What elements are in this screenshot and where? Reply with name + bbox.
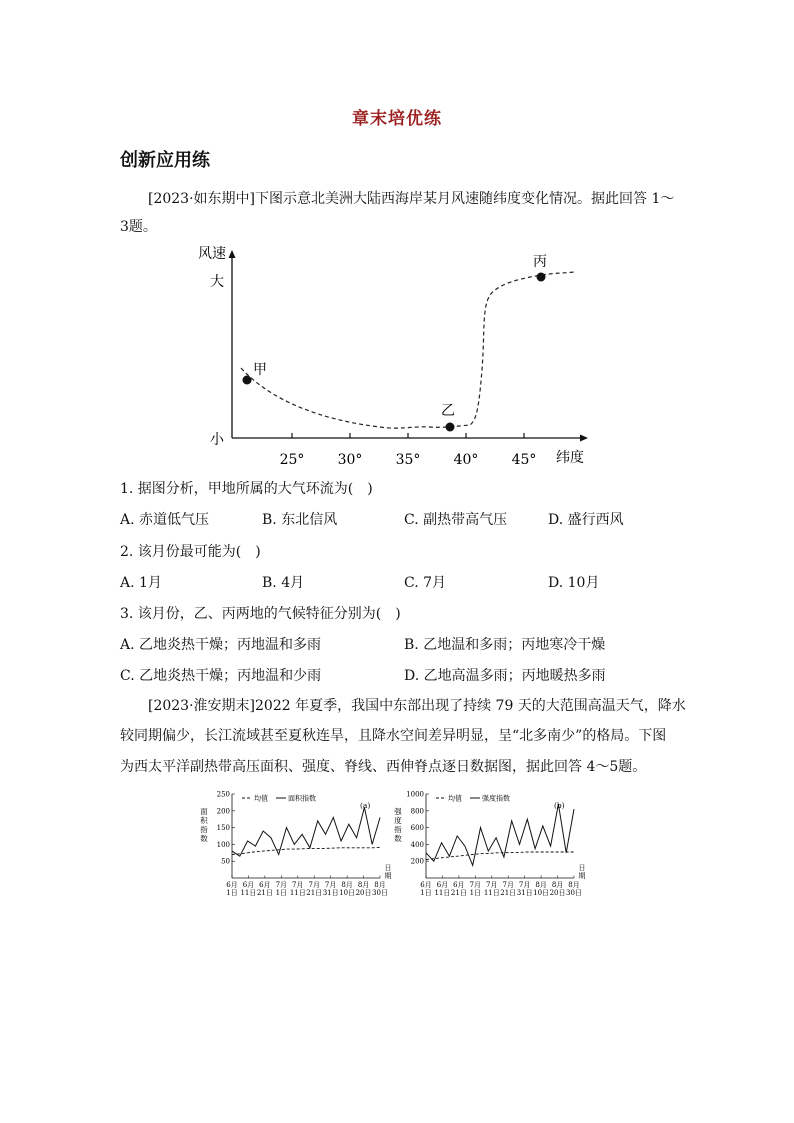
chart-ytick-label: 50 (221, 857, 230, 866)
q3-option-c: C. 乙地炎热干燥；丙地温和少雨 (120, 668, 322, 684)
chart-xtick-day: 10日 (339, 889, 356, 897)
chart-xtick-day: 1日 (420, 889, 432, 897)
chart-tag: (b) (554, 801, 565, 810)
chart-ytick-label: 1000 (406, 790, 424, 799)
point-yi-marker (446, 423, 455, 432)
chart-ytick-label: 200 (410, 857, 424, 866)
chart-xtick-day: 11日 (434, 889, 451, 897)
point-jia-marker (243, 376, 252, 385)
chart-xlabel-char: 日 (384, 864, 392, 872)
fig1-wind-curve (241, 272, 575, 428)
chart-xtick-month: 8月 (535, 881, 547, 889)
chart-xtick-month: 8月 (568, 881, 580, 889)
q3-option-b: B. 乙地温和多雨；丙地寒冷干燥 (404, 637, 606, 653)
chart-xtick-month: 7月 (275, 881, 288, 889)
intro1-line1: [2023·如东期中]下图示意北美洲大陆西海岸某月风速随纬度变化情况。据此回答 1～ (148, 191, 675, 207)
q1-option-a: A. 赤道低气压 (120, 512, 210, 528)
chart-xtick-day: 21日 (450, 889, 467, 897)
q2-option-c: C. 7月 (404, 575, 447, 591)
chart-area-index (198, 786, 398, 906)
chart-ytick-label: 200 (216, 807, 230, 816)
chart-ytick-label: 150 (216, 824, 230, 833)
q2-option-b: B. 4月 (262, 575, 305, 591)
chart-xlabel-char: 日 (578, 864, 586, 872)
chart-xtick-day: 21日 (500, 889, 517, 897)
wind-latitude-figure (190, 240, 610, 475)
chart-ytick-label: 600 (410, 824, 424, 833)
chart-xtick-month: 7月 (308, 881, 320, 889)
chart-ytick-label: 250 (216, 790, 230, 799)
chart-ylabel-char: 积 (200, 816, 208, 825)
chart-xtick-month: 7月 (518, 881, 531, 889)
chart-ylabel-char: 强 (394, 807, 402, 816)
chart-ytick-label: 100 (216, 840, 230, 849)
chart-xtick-day: 10日 (533, 889, 550, 897)
chart-xlabel-char: 期 (578, 872, 586, 880)
chart-intensity-index (392, 786, 592, 906)
chart-xtick-month: 6月 (259, 881, 271, 889)
legend-label: 均值 (254, 794, 268, 803)
chart-xtick-day: 1日 (275, 889, 288, 897)
fig1-xlabel: 纬度 (556, 450, 584, 466)
chart-xtick-month: 6月 (436, 881, 449, 889)
page-title: 章末培优练 (352, 109, 442, 129)
chart-xtick-day: 30日 (372, 889, 388, 897)
chart-xtick-day: 30日 (566, 889, 582, 897)
chart-xtick-month: 7月 (502, 881, 514, 889)
chart-ylabel-char: 指 (200, 825, 208, 834)
chart-xtick-day: 31日 (516, 889, 533, 897)
chart-xtick-day: 31日 (322, 889, 339, 897)
chart-xtick-month: 8月 (551, 881, 564, 889)
intro1-line2: 3题。 (120, 219, 157, 235)
fig1-xtick-label: 35° (395, 452, 421, 468)
chart-ylabel-char: 度 (394, 816, 402, 825)
chart-series-line (232, 847, 380, 854)
chart-xtick-month: 8月 (357, 881, 370, 889)
fig1-xtick-label: 40° (453, 452, 479, 468)
intro2-line1: [2023·淮安期末]2022 年夏季，我国中东部出现了持续 79 天的大范围高温天气，降水 (148, 698, 686, 714)
q2-option-a: A. 1月 (120, 575, 162, 591)
q3-option-d: D. 乙地高温多雨；丙地暖热多雨 (404, 668, 606, 684)
chart-ylabel-char: 数 (394, 834, 402, 843)
chart-series-line (426, 804, 574, 865)
chart-xtick-day: 20日 (549, 889, 566, 897)
point-jia-label: 甲 (253, 362, 267, 378)
q1-option-c: C. 副热带高气压 (404, 512, 508, 528)
fig1-y-low: 小 (210, 432, 224, 448)
legend-label: 均值 (448, 794, 462, 803)
chart-ytick-label: 800 (410, 807, 424, 816)
chart-xtick-day: 20日 (355, 889, 372, 897)
fig1-xtick-label: 30° (337, 452, 363, 468)
chart-xtick-month: 8月 (374, 881, 386, 889)
section-heading: 创新应用练 (120, 150, 210, 171)
chart-xtick-month: 7月 (486, 881, 498, 889)
chart-xtick-month: 7月 (292, 881, 304, 889)
fig1-xtick-label: 25° (279, 452, 305, 468)
chart-xtick-day: 1日 (469, 889, 482, 897)
chart-xtick-month: 6月 (453, 881, 465, 889)
chart-xtick-month: 6月 (242, 881, 255, 889)
chart-tag: (a) (360, 801, 371, 810)
legend-label: 强度指数 (482, 794, 510, 803)
chart-xtick-month: 6月 (420, 881, 432, 889)
q3-stem: 3. 该月份，乙、丙两地的气候特征分别为( ) (120, 606, 401, 622)
q1-option-d: D. 盛行西风 (548, 512, 624, 528)
chart-xtick-day: 21日 (256, 889, 273, 897)
chart-ylabel-char: 指 (394, 825, 402, 834)
point-yi-label: 乙 (441, 403, 455, 419)
chart-xtick-day: 1日 (226, 889, 238, 897)
intro2-line3: 为西太平洋副热带高压面积、强度、脊线、西伸脊点逐日数据图，据此回答 4～5题。 (120, 759, 647, 775)
chart-xlabel-char: 期 (384, 872, 392, 880)
q1-option-b: B. 东北信风 (262, 512, 338, 528)
chart-series-line (232, 807, 380, 856)
intro2-line2: 较同期偏少，长江流域甚至夏秋连旱，且降水空间差异明显，呈“北多南少”的格局。下图 (120, 728, 667, 744)
q2-stem: 2. 该月份最可能为( ) (120, 544, 261, 560)
chart-ylabel-char: 数 (200, 834, 208, 843)
fig1-ylabel: 风速 (198, 246, 226, 262)
chart-xtick-month: 7月 (469, 881, 482, 889)
chart-xtick-day: 11日 (240, 889, 257, 897)
chart-xtick-month: 7月 (324, 881, 337, 889)
fig1-x-arrow (580, 435, 588, 442)
legend-label: 面积指数 (288, 794, 316, 803)
fig1-xtick-label: 45° (511, 452, 537, 468)
chart-ylabel-char: 面 (200, 807, 208, 816)
q1-stem: 1. 据图分析，甲地所属的大气环流为( ) (120, 481, 373, 497)
q2-option-d: D. 10月 (548, 575, 600, 591)
chart-xtick-month: 6月 (226, 881, 238, 889)
point-bing-label: 丙 (533, 254, 547, 270)
chart-xtick-day: 21日 (306, 889, 323, 897)
q3-option-a: A. 乙地炎热干燥；丙地温和多雨 (120, 637, 322, 653)
fig1-y-arrow (229, 250, 236, 258)
fig1-y-high: 大 (210, 274, 224, 290)
chart-xtick-day: 11日 (483, 889, 500, 897)
chart-xtick-month: 8月 (341, 881, 353, 889)
chart-ytick-label: 400 (410, 840, 424, 849)
chart-xtick-day: 11日 (289, 889, 306, 897)
point-bing-marker (537, 273, 546, 282)
